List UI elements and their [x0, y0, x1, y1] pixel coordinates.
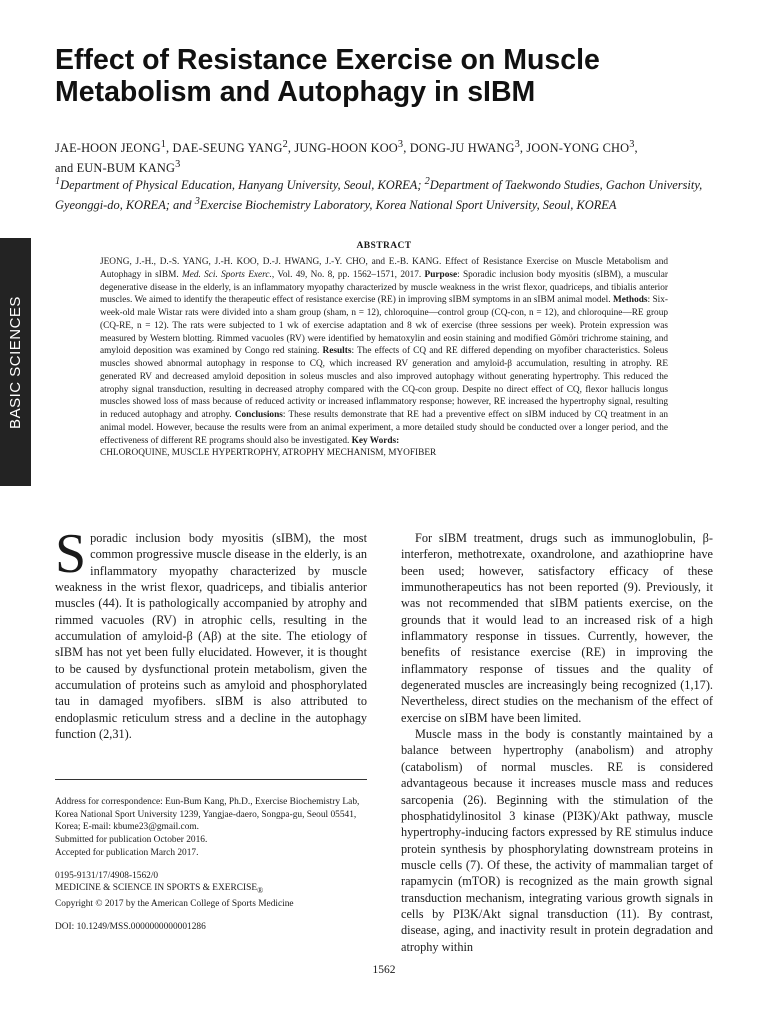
author-sup: 3 — [175, 158, 181, 170]
paragraph-text: poradic inclusion body myositis (sIBM), the most common progressive muscle disease in the elderly, is an inflammatory myopathy characterized by muscle weakness in the wrist flexor, quadriceps, and tibialis anterior muscles (44). It is pathologically accompanied by atrophy and rimmed vacuoles (RV) in atrophic cells, resulting in the accumulation of amyloid-β (Aβ) at the site. The etiology of sIBM has not yet been fully elucidated. However, it is thought to be caused by dysfunctional protein metabolism, given the accumulation of proteins such as amyloid and phosphorylated tau in damaged myofibers. sIBM is also attributed to endoplasmic reticulum stress and a decline in the autophagy function (2,31). — [55, 531, 367, 742]
affil-sup: 1 — [55, 176, 61, 187]
footnote-address: Address for correspondence: Eun-Bum Kang, Ph.D., Exercise Biochemistry Lab, Korea National Sport University 1239, Yangjae-daero, Songpa-gu, Seoul 05541, Korea; E-mail: kbume23@gmail.com. — [55, 797, 360, 833]
footnote-issn: 0195-9131/17/4908-1562/0 — [55, 870, 159, 881]
abstract-purpose-label: Purpose — [424, 269, 458, 280]
page-number: 1562 — [372, 964, 396, 976]
author-sup: 1 — [160, 139, 167, 150]
author-name: DAE-SEUNG YANG — [172, 141, 283, 156]
affil-text: Department of Taekwondo Studies, Gachon University, Gyeonggi-do, KOREA; and — [55, 178, 703, 212]
abstract-conclusions: : These results demonstrate that RE had a preventive effect on sIBM induced by CQ treatment in an animal model. However, because the results were from an animal experiment, a more detailed study should be conducted over a longer period, and the effectiveness of different RE programs should also be investigated. — [100, 410, 669, 446]
affil-text: Department of Physical Education, Hanyang University, Seoul, KOREA; — [60, 178, 425, 193]
footnote-accepted: Accepted for publication March 2017. — [55, 847, 199, 858]
abstract-purpose: : Sporadic inclusion body myositis (sIBM), a muscular degenerative disease in the elderly, is an inflammatory myopathy characterized by muscle weakness in the wrist flexor, quadriceps, and tibialis anterior muscles. We aimed to identify the therapeutic effect of resistance exercise (RE) in improving sIBM symptoms in an sIBM animal model. — [100, 269, 668, 306]
abstract-methods: : Six-week-old male Wistar rats were divided into a sham group (sham, n = 12), chloroquine—control group (CQ-con, n = 12), and chloroquine—RE group (CQ-RE, n = 12). The rats were subjected to 1 wk of exercise adaptation and 8 wk of exercise (three sessions per week). Protein expression was measured by Western blotting. Rimmed vacuoles (RV) were identified by hematoxylin and eosin staining and modified Gömöri trichrome staining, and amyloid deposition was examined by Congo red staining. — [100, 295, 669, 357]
author-sup: 3 — [397, 139, 404, 150]
section-side-tab — [0, 238, 31, 486]
abstract-heading: ABSTRACT — [356, 241, 412, 251]
author-sup: 2 — [282, 139, 288, 150]
author-name: DONG-JU HWANG — [409, 141, 515, 156]
affil-sup: 2 — [424, 176, 430, 187]
author-list: JAE-HOON JEONG$^1$, DAE-SEUNG YANG$^2$, JUNG-HOON KOO$^3$, DONG-JU HWANG$^3$, JOON-YONG CHO$^3$, and EUN-BUM KANG$^3$ — [55, 139, 638, 175]
abstract-results-label: Results — [322, 346, 352, 357]
author-name: and EUN-BUM KANG — [55, 160, 176, 175]
author-sup: 3 — [629, 139, 635, 150]
footnote-submitted: Submitted for publication October 2016. — [55, 835, 208, 846]
abstract-citation: JEONG, J.-H., D.-S. YANG, J.-H. KOO, D.-J. HWANG, J.-Y. CHO, and E.-B. KANG. Effect of Resistance Exercise on Muscle Metabolism and Autophagy in sIBM. — [100, 257, 668, 280]
footnote-journal-line — [55, 882, 367, 898]
author-name: JOON-YONG CHO — [526, 141, 630, 156]
abstract-methods-label: Methods — [612, 295, 648, 306]
body-column-right — [401, 530, 713, 955]
body-paragraph — [55, 523, 367, 742]
footnote-divider — [55, 779, 367, 780]
abstract-citation-tail: , Vol. 49, No. 8, pp. 1562–1571, 2017. — [271, 269, 425, 280]
affiliations — [55, 174, 717, 213]
author-name: JAE-HOON JEONG — [55, 141, 161, 156]
side-tab-label: BASIC SCIENCES — [7, 295, 24, 429]
correspondence-footnote — [55, 796, 367, 933]
article-title — [55, 44, 735, 108]
footnote-copyright: Copyright © 2017 by the American College of Sports Medicine — [55, 898, 294, 909]
abstract-keywords-label: Key Words: — [351, 435, 400, 446]
abstract-journal: Med. Sci. Sports Exerc. — [181, 269, 272, 280]
abstract-conclusions-label: Conclusions — [234, 410, 283, 420]
abstract-results: : The effects of CQ and RE differed depending on myofiber characteristics. Soleus muscles showed abnormal autophagy in response to CQ, which increased RV generation and amyloid-β accumulation, resulting in atrophy. RE generated RV and decreased amyloid deposition in soleus muscles and also improved autophagy without generating hypertrophy. This reduced the atrophy signal transduction, resulting in decreased atrophy compared with the CQ-con group. Despite no direct effect of CQ, flexor hallucis longus muscles showed loss of mass because of reduced activity or increased inflammatory response; however, RE increased the hypertrophy signal, resulting in reduced autophagy and atrophy. — [100, 346, 668, 420]
affil-sup: 3 — [194, 195, 200, 207]
body-paragraph: For sIBM treatment, drugs such as immunoglobulin, β-interferon, methotrexate, oxandrolone, and azathioprine have been used; however, satisfactory efficacy of these immunotherapeutics has not been reported (9). Previously, it was not recommended that sIBM patients exercise, on the grounds that it would lead to an increased risk of a high inflammatory response in tissues. Currently, however, the benefits of resistance exercise (RE) in improving the inflammatory response of tissues and the quality of degenerated muscles are increasingly being recognized (1,17). Nevertheless, direct studies on the mechanism of the effect of exercise on sIBM have been limited. — [401, 531, 713, 725]
title-line-2: Metabolism and Autophagy in sIBM — [55, 76, 536, 108]
abstract-body — [100, 256, 668, 460]
author-sup: 3 — [514, 139, 520, 150]
author-name: JUNG-HOON KOO — [294, 141, 398, 156]
footnote-journal-mark: ® — [257, 886, 264, 896]
abstract-keywords: CHLOROQUINE, MUSCLE HYPERTROPHY, ATROPHY MECHANISM, MYOFIBER — [100, 448, 437, 459]
body-paragraph: Muscle mass in the body is constantly maintained by a balance between hypertrophy (anabolism) and atrophy (catabolism) of normal muscles. RE is considered advantageous because it increases muscle mass and reduces sarcopenia (26). Beginning with the stimulation of the phosphatidylinositol 3 kinase (PI3K)/Akt pathway, muscle hypertrophy-inducing factors expressed by RE stimulus induce protein synthesis by phosphorylating downstream proteins in muscle cells (7). Of these, the activity of mammalian target of rapamycin (mTOR) is recognized as the main growth signal transduction mechanism, integrating various growth signals in cells by PI3K/Akt signal transduction (11). By contrast, disease, aging, and inactivity result in protein degradation and atrophy within — [401, 727, 713, 954]
title-line-1: Effect of Resistance Exercise on Muscle — [55, 44, 600, 76]
footnote-journal: MEDICINE & SCIENCE IN SPORTS & EXERCISE — [55, 883, 258, 894]
footnote-doi: DOI: 10.1249/MSS.0000000000001286 — [55, 921, 206, 932]
affil-text: Exercise Biochemistry Laboratory, Korea National Sport University, Seoul, KOREA — [199, 197, 617, 212]
body-column-left — [55, 523, 367, 742]
drop-cap: S — [55, 523, 87, 585]
